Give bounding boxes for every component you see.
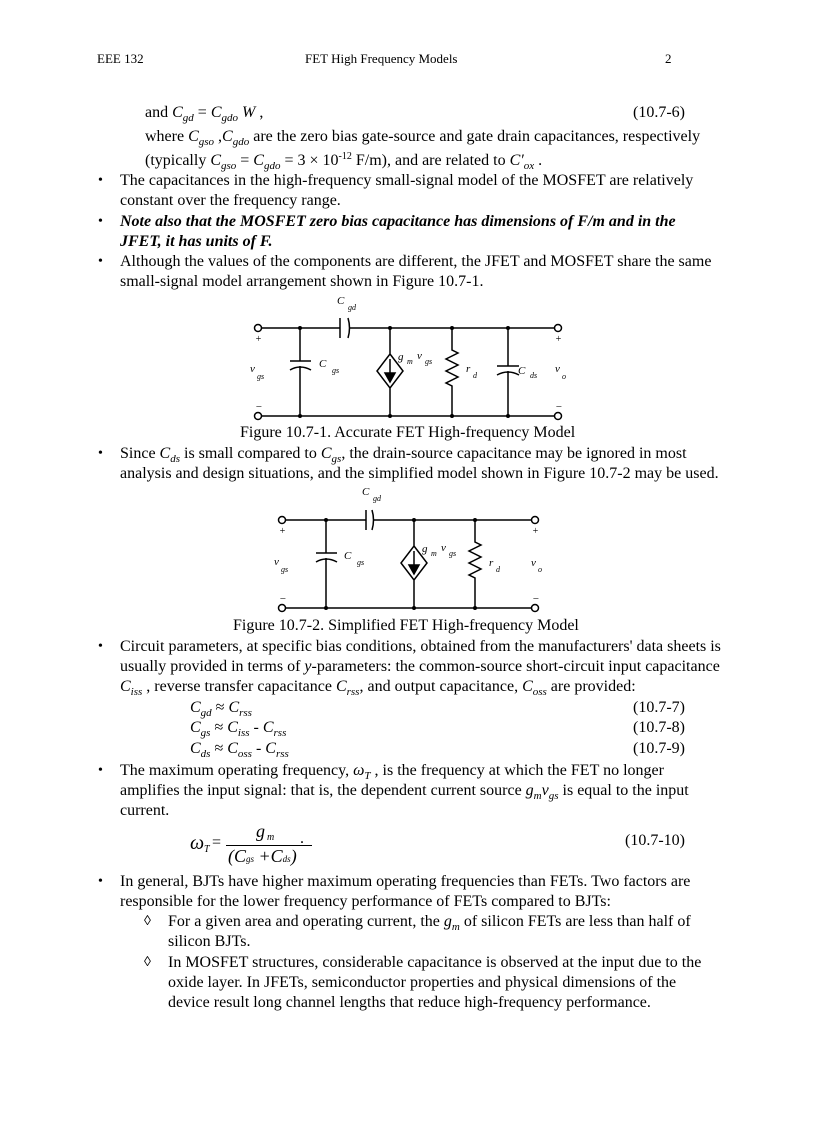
text-run: C <box>262 719 274 736</box>
text-run: silicon BJTs. <box>168 933 251 950</box>
text-run: oxide layer. In JFETs, semiconductor properties and physical dimensions of the <box>168 974 677 991</box>
text-run: Although the values of the components are different, the JFET and MOSFET share the same <box>120 253 712 270</box>
text-run: C <box>210 104 222 121</box>
subscript: gd <box>200 707 212 719</box>
text-run: - <box>249 719 263 736</box>
svg-text:d: d <box>473 371 477 380</box>
text-line <box>168 993 651 1013</box>
equation-number: (10.7-7) <box>633 699 685 716</box>
text-run: C <box>253 152 264 169</box>
svg-text:+: + <box>532 526 539 537</box>
svg-text:C: C <box>319 358 327 370</box>
svg-text:v: v <box>531 557 536 569</box>
text-run: device result long channel lengths that reduce high-frequency performance. <box>168 994 651 1011</box>
bullet-icon: • <box>98 763 103 778</box>
text-line <box>120 872 690 892</box>
subscript: gdo <box>221 112 238 124</box>
text-line <box>120 892 611 912</box>
text-run: ≈ <box>210 740 228 757</box>
equation-number: (10.7-8) <box>633 719 685 736</box>
text-run: Circuit parameters, at specific bias conditions, obtained from the manufacturers' data sheets is <box>120 638 721 655</box>
cgd-capacitor-icon <box>366 510 374 530</box>
header-course: EEE 132 <box>97 51 144 66</box>
text-run: C <box>522 678 533 695</box>
text-run: = 3 × 10 <box>280 152 339 169</box>
diamond-bullet-icon: ◊ <box>144 955 151 970</box>
text-line <box>120 637 721 657</box>
text-run: C <box>120 678 131 695</box>
svg-text:v: v <box>441 542 446 554</box>
svg-text:C: C <box>518 365 526 377</box>
subscript: oss <box>532 686 547 698</box>
text-run: usually provided in terms of <box>120 658 305 675</box>
text-run: current. <box>120 802 170 819</box>
text-run: , is the frequency at which the FET no longer <box>370 762 664 779</box>
text-run: small-signal model arrangement shown in Figure 10.7-1. <box>120 273 484 290</box>
text-run: = <box>193 104 211 121</box>
header-title: FET High Frequency Models <box>305 51 458 66</box>
text-line <box>120 191 341 211</box>
subscript: gs <box>200 727 211 739</box>
text-run: C <box>190 719 201 736</box>
svg-text:gs: gs <box>449 549 457 558</box>
omega-symbol: ω <box>190 832 205 854</box>
text-line <box>120 252 711 272</box>
text-run: of silicon FETs are less than half of <box>459 913 691 930</box>
bullet-icon: • <box>98 173 103 188</box>
svg-text:m: m <box>431 549 437 558</box>
dependent-current-source-icon <box>377 328 403 416</box>
text-run: C <box>335 678 347 695</box>
text-run: C <box>222 128 233 145</box>
text-run: C′ <box>509 152 524 169</box>
text-run: The capacitances in the high-frequency small-signal model of the MOSFET are relatively <box>120 172 694 189</box>
text-run: ≈ <box>211 699 229 716</box>
subscript: m <box>533 790 542 802</box>
svg-text:gs: gs <box>425 357 433 366</box>
equation-number: (10.7-10) <box>625 832 685 849</box>
bullet-icon: • <box>98 254 103 269</box>
superscript: -12 <box>338 151 352 162</box>
text-run: In MOSFET structures, considerable capacitance is observed at the input due to the <box>168 954 702 971</box>
text-run: C <box>172 104 183 121</box>
svg-text:+: + <box>555 334 562 345</box>
text-run: C <box>190 740 201 757</box>
equation-period: . <box>300 830 304 847</box>
fraction-numerator: g <box>256 821 265 841</box>
figure-1-circuit <box>250 295 566 420</box>
text-run: is small compared to <box>180 445 321 462</box>
svg-text:gd: gd <box>348 303 356 312</box>
text-run: Note also that the MOSFET zero bias capacitance has dimensions of F/m and in the <box>120 213 676 230</box>
svg-text:g: g <box>398 351 404 363</box>
text-line <box>168 973 676 993</box>
text-run: y <box>304 658 312 675</box>
svg-text:−: − <box>555 401 563 413</box>
subscript: ds <box>170 453 180 465</box>
svg-text:+: + <box>279 526 286 537</box>
text-run: , the drain-source capacitance may be ignored in most <box>341 445 687 462</box>
text-run: amplifies the input signal: that is, the dependent current source <box>120 782 526 799</box>
text-run: C <box>190 699 201 716</box>
text-run: where <box>145 128 189 145</box>
svg-text:+: + <box>255 334 262 345</box>
subscript: gso <box>198 136 215 148</box>
cgs-capacitor-icon <box>290 328 311 416</box>
text-run: are the zero bias gate-source and gate drain capacitances, respectively <box>249 128 701 145</box>
svg-text:C: C <box>337 295 345 307</box>
text-run: C <box>320 445 332 462</box>
text-line <box>168 953 701 973</box>
subscript: iss <box>130 686 143 698</box>
text-line <box>120 212 676 232</box>
svg-text:v: v <box>417 350 422 362</box>
subscript: ds <box>200 748 211 760</box>
text-run: ω <box>353 762 365 779</box>
subscript: rss <box>239 707 252 719</box>
figure-2-caption: Figure 10.7-2. Simplified FET High-frequency Model <box>233 617 579 634</box>
svg-text:r: r <box>489 557 494 569</box>
subscript: gso <box>220 160 237 172</box>
svg-text:ds: ds <box>530 371 538 380</box>
text-run: - <box>251 740 266 757</box>
text-run: g <box>525 782 534 799</box>
subscript: oss <box>237 748 252 760</box>
figure-2-circuit <box>274 486 542 612</box>
text-line <box>120 232 273 252</box>
svg-text:o: o <box>538 565 542 574</box>
text-run: JFET, it has units of F. <box>120 233 273 250</box>
svg-text:m: m <box>407 357 413 366</box>
text-line <box>120 464 719 484</box>
subscript: rss <box>273 727 287 739</box>
text-run: , <box>214 128 223 145</box>
subscript: gs <box>331 453 342 465</box>
svg-text:gs: gs <box>357 558 365 567</box>
rd-resistor-icon <box>446 328 458 416</box>
subscript: T <box>364 770 371 782</box>
text-run: C <box>228 699 240 716</box>
text-line <box>120 272 483 292</box>
svg-text:v: v <box>274 556 279 568</box>
equation-number: (10.7-6) <box>633 104 685 121</box>
text-run: Since <box>120 445 160 462</box>
cds-capacitor-icon <box>497 328 519 416</box>
bullet-icon: • <box>98 639 103 654</box>
cgs-capacitor-icon <box>316 520 337 608</box>
text-run: responsible for the lower frequency performance of FETs compared to BJTs: <box>120 893 611 910</box>
numerator-subscript: m <box>267 832 275 843</box>
svg-text:gs: gs <box>281 565 289 574</box>
text-run: (typically <box>145 152 211 169</box>
text-run: C <box>159 445 171 462</box>
text-line <box>120 657 720 677</box>
svg-text:d: d <box>496 565 500 574</box>
svg-text:r: r <box>466 363 471 375</box>
svg-text:v: v <box>250 363 255 375</box>
text-run: C <box>210 152 221 169</box>
text-line <box>120 781 689 806</box>
subscript: iss <box>237 727 250 739</box>
text-line <box>145 103 263 128</box>
svg-text:−: − <box>255 401 263 413</box>
subscript: gdo <box>263 160 281 172</box>
svg-text:gs: gs <box>332 366 340 375</box>
svg-text:o: o <box>562 372 566 381</box>
svg-text:−: − <box>532 593 540 605</box>
svg-text:gd: gd <box>373 494 381 503</box>
diamond-bullet-icon: ◊ <box>144 914 151 929</box>
subscript: gdo <box>232 136 250 148</box>
svg-text:C: C <box>344 550 352 562</box>
svg-text:g: g <box>422 543 428 555</box>
bullet-icon: • <box>98 214 103 229</box>
subscript: rss <box>275 748 289 760</box>
text-run: W <box>237 104 256 121</box>
text-run: F/m), and are related to <box>351 152 510 169</box>
header-page-number: 2 <box>665 51 672 66</box>
figure-1-caption: Figure 10.7-1. Accurate FET High-frequency Model <box>240 424 576 441</box>
subscript: gd <box>182 112 194 124</box>
equation-number: (10.7-9) <box>633 740 685 757</box>
text-run: , reverse transfer capacitance <box>142 678 336 695</box>
text-run: , and output capacitance, <box>359 678 523 695</box>
bullet-icon: • <box>98 446 103 461</box>
subscript: m <box>451 921 460 933</box>
svg-text:−: − <box>279 593 287 605</box>
bullet-icon: • <box>98 874 103 889</box>
text-run: are provided: <box>546 678 636 695</box>
subscript: ox <box>523 160 535 172</box>
subscript: rss <box>346 686 360 698</box>
text-run: and <box>145 104 173 121</box>
text-line <box>168 932 250 952</box>
text-line <box>120 171 693 191</box>
svg-text:v: v <box>555 363 560 375</box>
text-run: v <box>541 782 549 799</box>
subscript: gs <box>548 790 559 802</box>
text-run: analysis and design situations, and the simplified model shown in Figure 10.7-2 may be used. <box>120 465 719 482</box>
rd-resistor-icon <box>469 520 481 608</box>
text-run: . <box>534 152 543 169</box>
text-run: For a given area and operating current, the <box>168 913 444 930</box>
svg-text:C: C <box>362 486 370 498</box>
text-run: In general, BJTs have higher maximum operating frequencies than FETs. Two factors are <box>120 873 691 890</box>
text-run: -parameters: the common-source short-circuit input capacitance <box>311 658 720 675</box>
text-run: C <box>265 740 276 757</box>
text-line <box>120 801 169 821</box>
dependent-current-source-icon <box>401 520 427 608</box>
svg-text:gs: gs <box>257 372 265 381</box>
text-run: C <box>227 719 238 736</box>
text-run: ≈ <box>210 719 228 736</box>
cgd-capacitor-icon <box>340 318 350 338</box>
text-run: , <box>255 104 264 121</box>
text-run: C <box>188 128 199 145</box>
omega-subscript: T <box>204 844 210 855</box>
text-run: constant over the frequency range. <box>120 192 341 209</box>
text-run: = <box>236 152 254 169</box>
text-run: g <box>443 913 452 930</box>
text-run: is equal to the input <box>558 782 689 799</box>
text-run: The maximum operating frequency, <box>120 762 354 779</box>
fraction-denominator: (Cgs +Cds) <box>228 846 297 866</box>
text-run: C <box>227 740 238 757</box>
